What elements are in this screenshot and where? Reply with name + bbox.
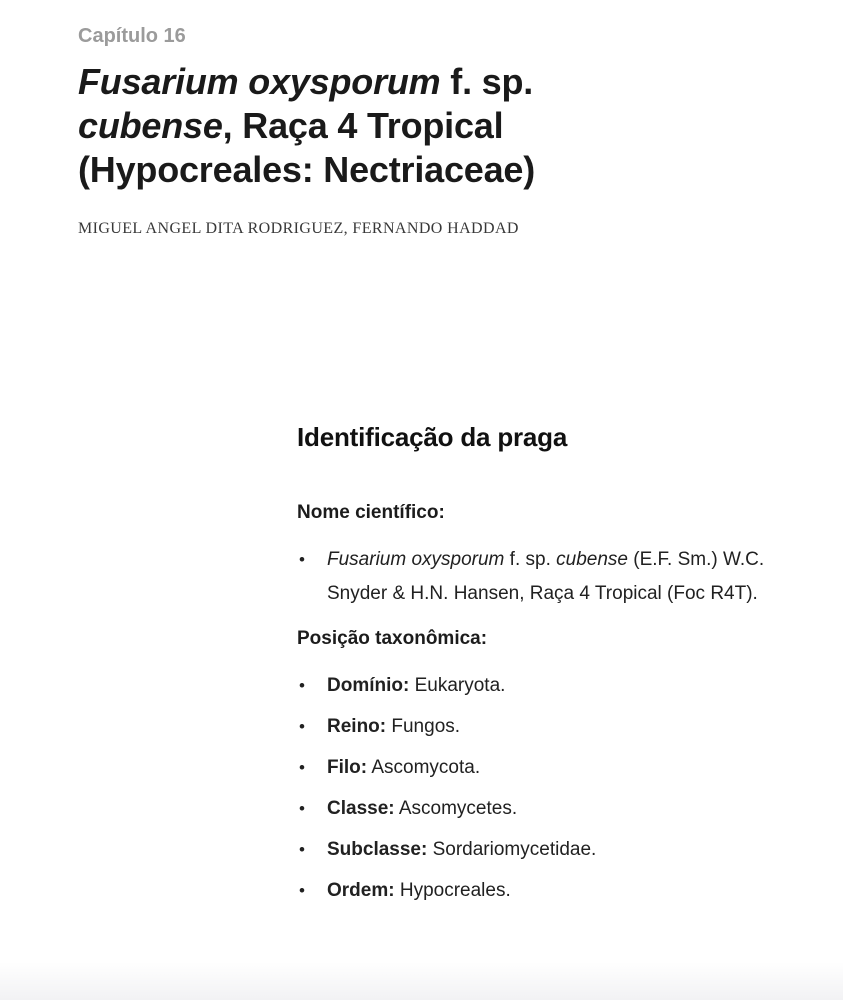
subsections-container — [297, 501, 792, 908]
bullet-list — [297, 669, 792, 908]
taxon-rank-label: Filo: — [327, 757, 368, 778]
bullet-marker: • — [299, 676, 305, 695]
bullet-list — [297, 543, 792, 611]
list-item — [297, 543, 792, 611]
title-segment: f. sp. — [440, 61, 534, 102]
content-column — [297, 421, 792, 908]
chapter-kicker: Capítulo 16 — [78, 25, 186, 47]
title-segment: , Raça 4 Tropical — [222, 105, 504, 146]
bullet-text: Subclasse: Sordariomycetidae. — [327, 839, 597, 860]
list-item — [297, 669, 792, 703]
section-title: Identificação da praga — [297, 422, 568, 452]
scientific-name-italic-segment: cubense — [556, 549, 628, 570]
scientific-name-segment: f. sp. — [504, 549, 557, 570]
title-italic-segment: Fusarium oxysporum — [78, 61, 441, 102]
authors-line: MIGUEL ANGEL DITA RODRIGUEZ, FERNANDO HADDAD — [78, 220, 519, 237]
title-segment: (Hypocreales: Nectriaceae) — [78, 149, 536, 190]
scientific-name-segment: (E.F. Sm.) W.C. Snyder & H.N. Hansen, Raça 4 Tropical (Foc R4T). — [327, 549, 765, 604]
bullet-marker: • — [299, 799, 305, 818]
list-item — [297, 751, 792, 785]
bullet-text: Reino: Fungos. — [327, 716, 461, 737]
bullet-marker: • — [299, 881, 305, 900]
list-item — [297, 833, 792, 867]
bullet-text: Classe: Ascomycetes. — [327, 798, 518, 819]
chapter-header — [0, 0, 843, 238]
bullet-marker: • — [299, 840, 305, 859]
bullet-text — [327, 549, 764, 604]
title-italic-segment: cubense — [78, 105, 223, 146]
bullet-marker: • — [299, 550, 305, 569]
bullet-text: Domínio: Eukaryota. — [327, 675, 506, 696]
list-item — [297, 792, 792, 826]
taxon-rank-label: Ordem: — [327, 880, 395, 901]
taxon-rank-label: Reino: — [327, 716, 387, 737]
taxon-rank-label: Classe: — [327, 798, 395, 819]
bullet-marker: • — [299, 717, 305, 736]
scientific-name-italic-segment: Fusarium oxysporum — [327, 549, 505, 570]
list-item — [297, 874, 792, 908]
taxon-rank-label: Subclasse: — [327, 839, 428, 860]
subsection-heading: Posição taxonômica: — [297, 628, 488, 649]
chapter-title — [78, 60, 678, 192]
bullet-marker: • — [299, 758, 305, 777]
list-item — [297, 710, 792, 744]
bullet-text: Ordem: Hypocreales. — [327, 880, 511, 901]
taxon-rank-label: Domínio: — [327, 675, 410, 696]
page-edge-shade — [0, 962, 843, 1000]
bullet-text: Filo: Ascomycota. — [327, 757, 481, 778]
subsection-heading: Nome científico: — [297, 502, 445, 523]
